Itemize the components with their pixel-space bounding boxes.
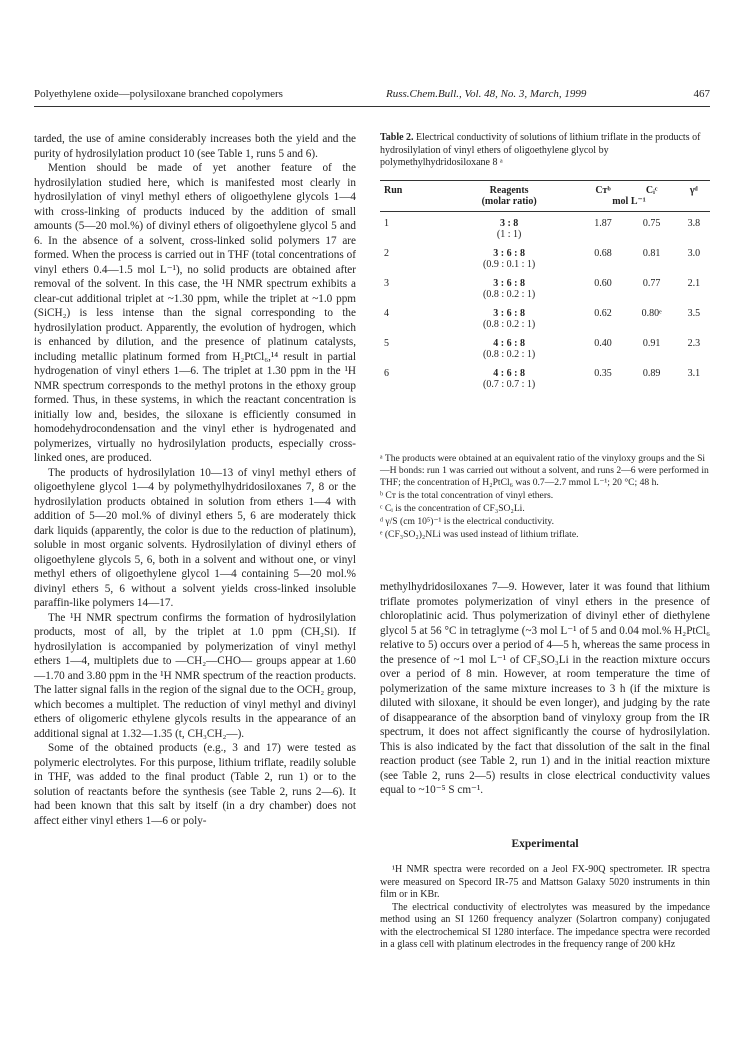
- cell-ct: [580, 362, 625, 392]
- cell-ci: [626, 332, 678, 362]
- ct-value: 0.40: [594, 338, 612, 349]
- table-caption: [380, 132, 710, 170]
- ct-value: 0.35: [594, 368, 612, 379]
- ci-value: 0.91: [642, 338, 661, 349]
- cell-run: [380, 302, 438, 332]
- reagent-ratio: 3 : 8: [499, 218, 519, 229]
- table-row: [380, 212, 710, 243]
- conductivity-table: [380, 180, 710, 392]
- ci-value: 0.89: [642, 368, 661, 379]
- cell-run: [380, 332, 438, 362]
- cell-ct: [580, 302, 625, 332]
- cell-ct: [580, 332, 625, 362]
- header-ci: Cᵢᶜ: [626, 181, 678, 197]
- cell-gamma: [678, 212, 710, 243]
- reagent-ratio: 3 : 6 : 8: [493, 308, 525, 319]
- reagent-ratio: 4 : 6 : 8: [493, 368, 525, 379]
- ct-value: 0.62: [594, 308, 612, 319]
- ct-value: 0.60: [594, 278, 612, 289]
- cell-run: [380, 242, 438, 272]
- paragraph: Mention should be made of yet another feature of the hydrosilylation studied here, which is manifested most clearly in hydrosilylation of vinyl methyl ethers of oligoethylene glycols 1—4 with cross-linking of products induced by the addition of small amounts (5—20 mol.%) of divinyl ethers of oligoethylene glycol 5 and 6. In the absence of a solvent, cross-linked solid polymers 17 are formed. When the process is carried out in THF (total concentrations of vinyl ethers 0.4—1.5 mol L⁻¹), no solid products are obtained after removal of the solvent. In this case, the ¹H NMR spectrum exhibits a clear-cut additional triplet at ~1.30 ppm, while the triplet at ~1.0 ppm (SiCH₂) is less intense than the signal corresponding to the hydrosilylation product. Apparently, the evolution of hydrogen, which is enhanced by dilution, and the presence of platinum catalysts, including metallic platinum formed from H₂PtCl₆,¹⁴ result in partial hydrogenation of vinyl ethers 1—6. The triplet at 1.30 ppm in the ¹H NMR spectrum corresponds to the methyl protons in the ethoxy group formed. Thus, in these systems, in which the reactant concentration is initially low and, besides, the siloxane is efficiently consumed in homodehydrocondensation and the vinyl ether is hydrogenated and polymerizes, virtually no hydrosilylation products, especially cross-linked ones, are produced.: [34, 162, 356, 464]
- table-row: [380, 302, 710, 332]
- table-row: [380, 242, 710, 272]
- table-caption-text: Electrical conductivity of solutions of lithium triflate in the products of hydrosilylation of vinyl ethers of oligoethylene glycol by polymethylhydridosiloxane 8 ᵃ: [380, 132, 701, 168]
- table-note: ᵈ γ/S (cm 10⁵)⁻¹ is the electrical conductivity.: [380, 516, 555, 527]
- running-title: Polyethylene oxide—polysiloxane branched copolymers: [34, 88, 283, 100]
- molar-ratio: (0.8 : 0.2 : 1): [483, 289, 536, 300]
- header-molar-ratio: (molar ratio): [438, 196, 581, 212]
- section-title: Experimental: [511, 838, 579, 850]
- cell-reagents: [438, 212, 581, 243]
- header-units: mol L⁻¹: [580, 196, 677, 212]
- cell-gamma: [678, 362, 710, 392]
- molar-ratio: (1 : 1): [496, 229, 522, 240]
- molar-ratio: (0.7 : 0.7 : 1): [483, 379, 536, 390]
- run-number: 2: [384, 248, 389, 259]
- table-note: ᵃ The products were obtained at an equivalent ratio of the vinyloxy groups and the Si—H bonds: run 1 was carried out without a solvent, and runs 2—6 were performed in THF; the concentration of H₂PtCl₆ was 0.7—2.7 mmol L⁻¹; 20 °C; 48 h.: [380, 453, 709, 488]
- paragraph: The electrical conductivity of electrolytes was measured by the impedance method using an SI 1260 frequency analyzer (Solartron company) conjugated with the electrochemical SI 1280 interface. The impedance spectra were recorded in a glass cell with platinum electrodes in the frequency range of 200 kHz: [380, 901, 710, 950]
- journal-citation: Russ.Chem.Bull., Vol. 48, No. 3, March, 1999: [386, 88, 587, 100]
- header-ct: Cᴛᵇ: [580, 181, 625, 197]
- cell-gamma: [678, 332, 710, 362]
- ci-value: 0.77: [642, 278, 661, 289]
- ct-value: 0.68: [594, 248, 612, 259]
- reagent-ratio: 3 : 6 : 8: [493, 248, 525, 259]
- paragraph: tarded, the use of amine considerably increases both the yield and the purity of hydrosilylation product 10 (see Table 1, runs 5 and 6).: [34, 133, 356, 160]
- page-number: 467: [693, 88, 710, 100]
- cell-ci: [626, 362, 678, 392]
- table-row: [380, 272, 710, 302]
- gamma-value: 3.1: [687, 368, 701, 379]
- cell-reagents: [438, 242, 581, 272]
- run-number: 6: [384, 368, 389, 379]
- reagent-ratio: 3 : 6 : 8: [493, 278, 525, 289]
- paragraph: methylhydridosiloxanes 7—9. However, later it was found that lithium triflate promotes polymerization of vinyl ethers in the presence of chloroplatinic acid. Thus polymerization of divinyl ether of diethylene glycol 5 at 56 °C in tetraglyme (~3 mol L⁻¹ of 5 and 0.04 mol.% H₂PtCl₆ relative to 5) occurs over a period of 4—5 h, whereas the same process in the presence of ~1 mol L⁻¹ of CF₃SO₃Li in the reaction mixture occurs over a period of 8 min. However, at room temperature the time of polymerization of the same mixture increases to 3 h (if the mixture is diluted with siloxane, it should be even longer), and judging by the rate of disappearance of the absorption band of vinyloxy group from the IR spectrum, it does not affect significantly the course of hydrosilylation. This is also indicated by the fact that dissolution of the salt in the final reaction product (see Table 2, run 1) and in the initial reaction mixture (see Table 2, runs 2—5) results in close electrical conductivity values equal to ~10⁻⁵ S cm⁻¹.: [380, 581, 710, 796]
- molar-ratio: (0.8 : 0.2 : 1): [483, 349, 536, 360]
- experimental-section: [380, 864, 710, 952]
- gamma-value: 2.3: [687, 338, 701, 349]
- ci-value: 0.80ᵉ: [641, 308, 662, 319]
- paragraph: ¹H NMR spectra were recorded on a Jeol FX-90Q spectrometer. IR spectra were measured on Specord IR-75 and Mattson Galaxy 5020 instruments in thin film or in KBr.: [380, 864, 710, 900]
- cell-ci: [626, 272, 678, 302]
- reagent-ratio: 4 : 6 : 8: [493, 338, 525, 349]
- molar-ratio: (0.9 : 0.1 : 1): [483, 259, 536, 270]
- cell-ci: [626, 212, 678, 243]
- cell-run: [380, 212, 438, 243]
- ct-value: 1.87: [594, 218, 612, 229]
- gamma-value: 2.1: [687, 278, 701, 289]
- left-column: [34, 132, 356, 828]
- table-note: ᵇ Cᴛ is the total concentration of vinyl ethers.: [380, 490, 554, 501]
- run-number: 1: [384, 218, 389, 229]
- cell-reagents: [438, 302, 581, 332]
- right-column: [380, 580, 710, 798]
- cell-ct: [580, 272, 625, 302]
- cell-ct: [580, 242, 625, 272]
- running-header: [34, 88, 710, 107]
- paragraph: The products of hydrosilylation 10—13 of vinyl methyl ethers of oligoethylene glycol 1—4 by polymethylhydridosiloxanes 7, 8 or the hydrosilylation products obtained in solution from ethers 1—4 with addition of 5—20 mol.% of divinyl ethers 5, 6 are moderately thick dark liquids (apparently, the color is due to the reduction of platinum), soluble in most organic solvents. Hydrosilylation of divinyl ethers of oligoethylene glycols 5, 6, both in a solvent and without one, or vinyl methyl ethers of oligoethylene glycol 1—4 containing 5—20 mol.% divinyl ethers 5, 6 without a solvent yields cross-linked insoluble paraffin-like polymers 14—17.: [34, 466, 356, 609]
- cell-run: [380, 272, 438, 302]
- cell-gamma: [678, 302, 710, 332]
- ci-value: 0.81: [642, 248, 661, 259]
- table-note: ᵉ (CF₃SO₂)₂NLi was used instead of lithium triflate.: [380, 529, 579, 540]
- gamma-value: 3.0: [687, 248, 701, 259]
- table-row: [380, 362, 710, 392]
- gamma-value: 3.8: [687, 218, 701, 229]
- paragraph: Some of the obtained products (e.g., 3 and 17) were tested as polymeric electrolytes. For this purpose, lithium triflate, readily soluble in THF, was added to the final product (Table 2, run 1) or to the solution of reactants before the synthesis (see Table 2, runs 2—6). It had been known that this salt by itself (in a dry chamber) does not affect either vinyl ethers 1—6 or poly-: [34, 742, 356, 827]
- run-number: 3: [384, 278, 389, 289]
- run-number: 4: [384, 308, 389, 319]
- table-notes: [380, 453, 710, 542]
- header-gamma: γᵈ: [678, 181, 710, 197]
- gamma-value: 3.5: [687, 308, 701, 319]
- molar-ratio: (0.8 : 0.2 : 1): [483, 319, 536, 330]
- table-row: [380, 332, 710, 362]
- cell-ci: [626, 302, 678, 332]
- ci-value: 0.75: [642, 218, 661, 229]
- cell-reagents: [438, 362, 581, 392]
- cell-ci: [626, 242, 678, 272]
- header-reagents: Reagents: [438, 181, 581, 197]
- table-note: ᶜ Cᵢ is the concentration of CF₃SO₂Li.: [380, 503, 525, 514]
- cell-gamma: [678, 272, 710, 302]
- cell-ct: [580, 212, 625, 243]
- cell-reagents: [438, 272, 581, 302]
- run-number: 5: [384, 338, 389, 349]
- cell-run: [380, 362, 438, 392]
- cell-gamma: [678, 242, 710, 272]
- table-label: Table 2.: [380, 132, 414, 143]
- paragraph: The ¹H NMR spectrum confirms the formation of hydrosilylation products, most of all, by the triplet at 1.0 ppm (CH₂Si). If hydrosilylation is accompanied by polymerization of vinyl methyl ethers 1—4, multiplets due to —CH₂—CHO— groups appear at 1.60—1.70 and 3.80 ppm in the ¹H NMR spectrum of the reaction products. The latter signal falls in the region of the signal due to the OCH₂ group, which becomes a multiplet. The reduction of vinyl methyl and divinyl ethers of oligomeric ethylene glycols results in the appearance of an additional signal at 1.32—1.35 (t, CH₃CH₂—).: [34, 611, 356, 740]
- header-run: Run: [380, 181, 438, 197]
- cell-reagents: [438, 332, 581, 362]
